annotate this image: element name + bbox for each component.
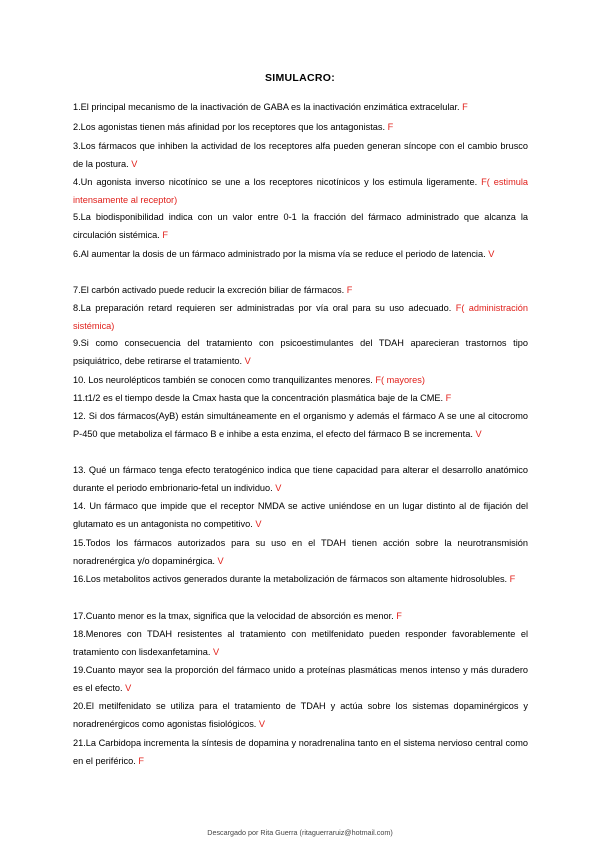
question-text: 10. Los neurolépticos también se conocen como tranquilizantes menores. [73,375,373,385]
answer-marker: F( mayores) [375,375,425,385]
answer-marker: V [258,719,266,729]
question-19 [73,661,528,697]
question-5 [73,208,528,244]
question-text: 6.Al aumentar la dosis de un fármaco administrado por la misma vía se reduce el periodo de latencia. [73,249,486,259]
question-text: 16.Los metabolitos activos generados durante la metabolización de fármacos son altamente hidrosolubles. [73,574,508,584]
answer-marker: F [509,574,516,584]
answer-marker: F [387,122,394,132]
answer-marker: F [346,285,353,295]
question-9 [73,334,528,370]
question-11 [73,389,528,407]
question-10 [73,371,528,389]
question-4 [73,173,528,209]
answer-marker: V [488,249,495,259]
answer-marker: V [131,159,138,169]
question-14 [73,497,528,533]
question-text: 5.La biodisponibilidad indica con un valor entre 0-1 la fracción del fármaco administrado que alcanza la circulación sistémica. [73,212,528,240]
answer-marker: V [275,483,282,493]
answer-marker: V [475,429,482,439]
question-text: 2.Los agonistas tienen más afinidad por los receptores que los antagonistas. [73,122,386,132]
question-17 [73,607,528,625]
question-text: 9.Si como consecuencia del tratamiento con psicoestimulantes del TDAH aparecieran trastornos tipo psiquiátrico, debe retirarse el tratamiento. [73,338,528,366]
question-text: 8.La preparación retard requieren ser administradas por vía oral para su uso adecuado. [73,303,452,313]
question-text: 15.Todos los fármacos autorizados para su uso en el TDAH tienen acción sobre la neurotransmisión noradrenérgica y/o dopaminérgica. [73,538,528,566]
question-16 [73,570,528,588]
question-text: 1.El principal mecanismo de la inactivación de GABA es la inactivación enzimática extracelular. [73,102,460,112]
download-footer: Descargado por Rita Guerra (ritaguerraruiz@hotmail.com) [207,828,393,837]
question-text: 7.El carbón activado puede reducir la excreción biliar de fármacos. [73,285,345,295]
answer-marker: F [445,393,452,403]
question-21 [73,734,528,770]
question-text: 19.Cuanto mayor sea la proporción del fármaco unido a proteínas plasmáticas menos intenso y más duradero es el efecto. [73,665,528,693]
answer-marker: F( administración sistémica) [73,303,528,331]
question-6 [73,245,528,263]
answer-marker: V [244,356,251,366]
answer-marker: F [162,230,168,240]
question-2 [73,118,528,136]
question-8 [73,299,528,335]
question-text: 21.La Carbidopa incrementa la síntesis de dopamina y noradrenalina tanto en el sistema nervioso central como en el periférico. [73,738,528,766]
question-20 [73,697,528,733]
question-text: 17.Cuanto menor es la tmax, significa que la velocidad de absorción es menor. [73,611,394,621]
question-text: 4.Un agonista inverso nicotínico se une a los receptores nicotínicos y los estimula ligeramente. [73,177,478,187]
question-text: 3.Los fármacos que inhiben la actividad de los receptores alfa pueden generan síncope con el cambio brusco de la postura. [73,141,528,169]
document-title: SIMULACRO: [264,72,336,84]
question-text: 20.El metilfenidato se utiliza para el tratamiento de TDAH y actúa sobre los sistemas dopaminérgicos y noradrenérgicos como agonistas fisiológicos. [73,701,528,729]
question-text: 18.Menores con TDAH resistentes al tratamiento con metilfenidato pueden responder favorablemente el tratamiento con lisdexanfetamina. [73,629,528,657]
answer-marker: F [462,102,468,112]
question-text: 11.t1/2 es el tiempo desde la Cmax hasta que la concentración plasmática baje de la CME. [73,393,444,403]
question-18 [73,625,528,661]
question-1 [73,98,528,116]
question-7 [73,281,528,299]
question-text: 12. Si dos fármacos(AyB) están simultáneamente en el organismo y además el fármaco A se une al citocromo P-450 que metaboliza el fármaco B e inhibe a esta enzima, el efecto del fármaco B se incrementa. [73,411,528,439]
answer-marker: V [255,519,262,529]
question-15 [73,534,528,570]
question-12 [73,407,528,443]
question-3 [73,137,528,173]
answer-marker: F( estimula intensamente al receptor) [73,177,528,205]
answer-marker: V [212,647,220,657]
question-text: 13. Qué un fármaco tenga efecto teratogénico indica que tiene capacidad para alterar el desarrollo anatómico durante el periodo embrionario-fetal un individuo. [73,465,528,493]
answer-marker: V [217,556,224,566]
answer-marker: F [396,611,402,621]
question-13 [73,461,528,497]
answer-marker: F [138,756,145,766]
question-text: 14. Un fármaco que impide que el receptor NMDA se active uniéndose en un lugar distinto al de fijación del glutamato es un antagonista no competitivo. [73,501,528,529]
answer-marker: V [125,683,132,693]
